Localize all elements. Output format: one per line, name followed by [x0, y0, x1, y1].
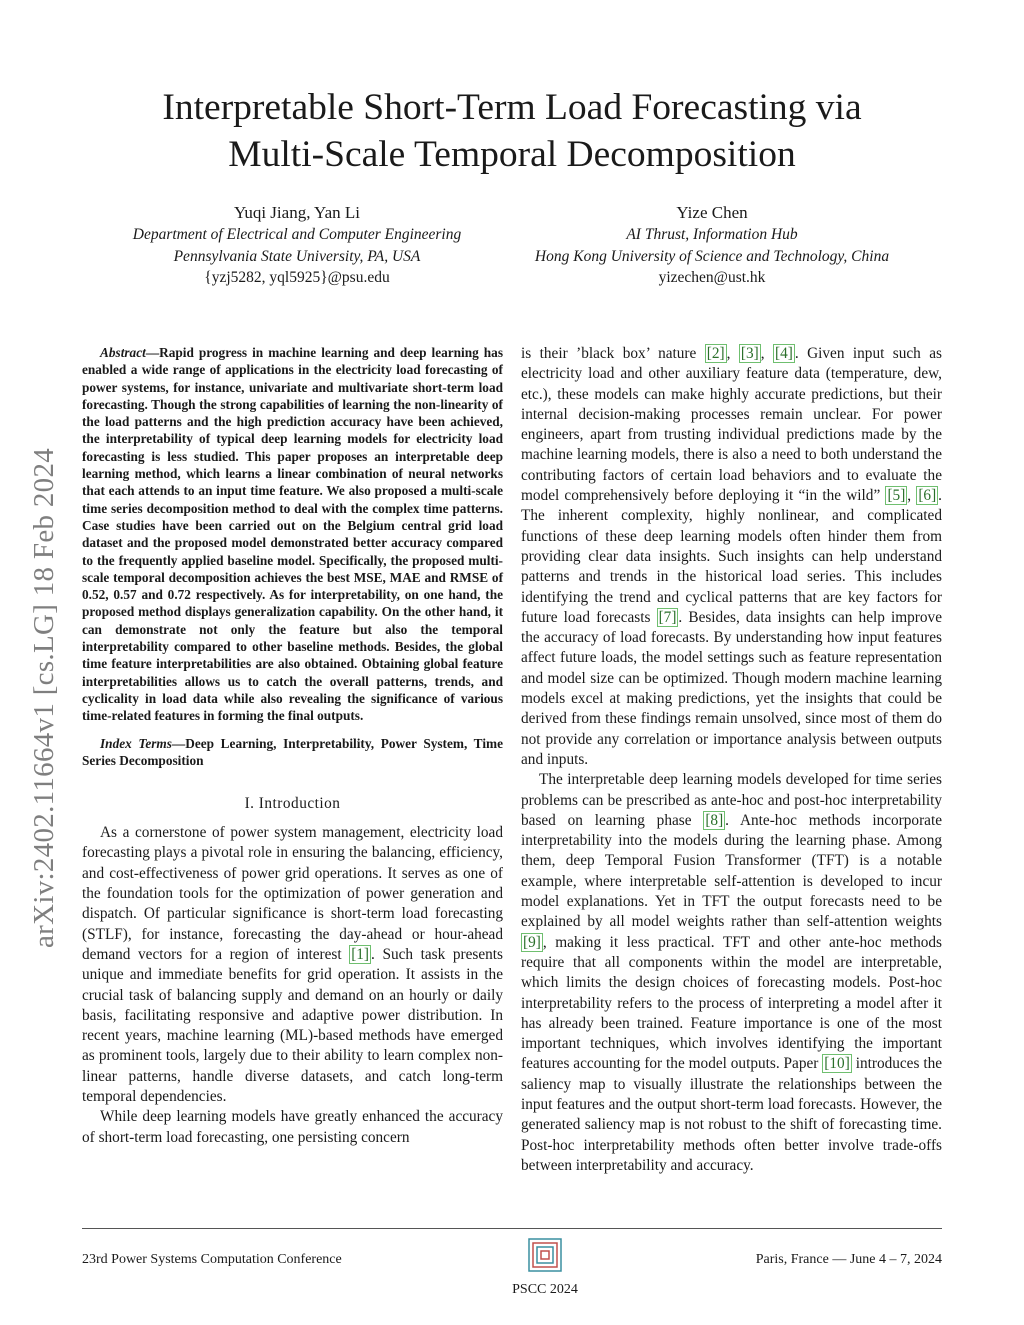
- abstract-text: —Rapid progress in machine learning and deep learning has enabled a wide range of applications in the electricity load forecasting of power systems, for instance, univariate and multivariate short-term load forecasting. Though the strong capabilities of learning the non-linearity of the load patterns and the high prediction accuracy have been achieved, the interpretability of typical deep learning models for electricity load forecasting is less studied. This paper proposes an interpretable deep learning method, which learns a linear combination of neural networks that each attends to an input time feature. We also proposed a multi-scale time series decomposition method to deal with the complex time patterns. Case studies have been carried out on the Belgium central grid load dataset and the proposed model demonstrated better accuracy compared to the frequently applied baseline model. Specifically, the proposed multi-scale temporal decomposition achieves the best MSE, MAE and RMSE of 0.52, 0.57 and 0.72 respectively. As for interpretability, on one hand, the proposed method displays generalization capability. On the other hand, it can demonstrate not only the feature but also the temporal interpretability compared to other baseline methods. Besides, the global time feature interpretabilities are also obtained. Obtaining global feature interpretabilities allows us to catch the overall patterns, trends, and cyclicality in load data while also revealing the significance of various time-related features in forming the final outputs.: [82, 345, 503, 724]
- citation-link[interactable]: [7]: [658, 608, 677, 626]
- author-department: Department of Electrical and Computer Engineering: [132, 226, 462, 243]
- title-line-1: Interpretable Short-Term Load Forecasting via: [162, 87, 862, 128]
- text-run: As a cornerstone of power system management, electricity load forecasting plays a pivotal role in ensuring the balancing, efficiency, and cost-effectiveness of power grid operations. It serves as one of the foundation tools for the optimization of power generation and dispatch. Of particular significance is short-term load forecasting (STLF), for instance, forecasting the day-ahead or hour-ahead demand vectors for a region of interest: [82, 824, 503, 963]
- footer-pscc-label: PSCC 2024: [512, 1282, 578, 1297]
- author-names: Yize Chen: [676, 203, 748, 222]
- text-run: The interpretable deep learning models developed for time series problems can be prescribed as ante-hoc and post-hoc interpretability based on learning phase: [521, 771, 942, 829]
- citation-link[interactable]: [6]: [918, 487, 937, 505]
- citation-link[interactable]: [3]: [740, 345, 759, 362]
- text-run: . Ante-hoc methods incorporate interpretability into the models during the learning phase. Among them, deep Temporal Fusion Transformer (TFT) is a notable example, where interpretable self-attention is developed to incur model explanations. Yet in TFT the output forecasts need to be explained by all model weights rather than self-attention weights: [521, 811, 942, 931]
- citation-link[interactable]: [10]: [824, 1055, 850, 1073]
- text-run: . The inherent complexity, highly nonlinear, and complicated functions of these deep learning models often hinder them from providing clear data insights. Such insights can help understand patterns and trends in the historical load series. This includes identifying the trend and cyclical patterns that are key factors for future load forecasts: [521, 487, 942, 626]
- citation-link[interactable]: [1]: [351, 945, 370, 963]
- index-terms-label: Index Terms: [100, 735, 172, 751]
- text-run: is their ’black box’ nature: [521, 345, 705, 362]
- author-block-right: [502, 202, 922, 289]
- author-department: AI Thrust, Information Hub: [626, 226, 798, 243]
- index-terms: [82, 735, 503, 770]
- citation-link[interactable]: [2]: [706, 345, 725, 362]
- pscc-logo-icon: [528, 1238, 562, 1272]
- text-run: introduces the saliency map to visually illustrate the relationships between the input features and the output short-term load forecasts. However, the generated saliency map is not robust to the shift of forecasting time. Post-hoc interpretability methods often better involve trade-offs between interpretability and accuracy.: [521, 1055, 943, 1174]
- author-names: Yuqi Jiang, Yan Li: [233, 203, 361, 222]
- intro-paragraph-2-continued: [521, 344, 942, 770]
- text-run: ,: [760, 345, 773, 362]
- author-institution: Hong Kong University of Science and Technology, China: [534, 247, 890, 265]
- arxiv-stamp: arXiv:2402.11664v1 [cs.LG] 18 Feb 2024: [28, 447, 60, 948]
- right-column: [521, 344, 942, 1176]
- text-run: ,: [726, 345, 739, 362]
- footer-conference: 23rd Power Systems Computation Conference: [82, 1252, 342, 1267]
- author-institution: Pennsylvania State University, PA, USA: [173, 247, 421, 265]
- footer-divider: [82, 1228, 942, 1229]
- text-run: . Besides, data insights can help improve the accuracy of load forecasts. By understanding how input features affect future loads, the model settings such as feature representation and model size can be optimized. Though modern machine learning models excel at making predictions, yet the insights that could be derived from these findings remain unsolved, since most of them do not provide any correlation or importance analysis between outputs and inputs.: [521, 608, 942, 768]
- intro-paragraph-2: While deep learning models have greatly enhanced the accuracy of short-term load forecasting, one persisting concern: [82, 1108, 503, 1146]
- citation-link[interactable]: [8]: [705, 811, 724, 829]
- title-line-2: Multi-Scale Temporal Decomposition: [228, 134, 796, 175]
- index-terms-text: —Deep Learning, Interpretability, Power System, Time Series Decomposition: [82, 735, 503, 768]
- paper-title: [0, 84, 1024, 178]
- footer-location-date: Paris, France — June 4 – 7, 2024: [755, 1252, 942, 1267]
- text-run: . Given input such as electricity load and other auxiliary feature data (temperature, dew, etc.), these models can make highly accurate predictions, but their internal decision-making processes remain unclear. For power engineers, apart from trusting individual predictions made by the machine learning models, there is also a need to both understand the contributing factors of certain load behaviors and to evaluate the model comprehensively before deploying it “in the wild”: [521, 345, 943, 505]
- text-run: . Such task presents unique and immediate benefits for grid operation. It assists in the crucial task of balancing supply and demand on an hourly or daily basis, facilitating responsive and adaptive power distribution. In recent years, machine learning (ML)-based methods have emerged as prominent tools, largely due to their ability to learn complex non-linear patterns, handle diverse datasets, and catch long-term temporal dependencies.: [82, 945, 503, 1105]
- intro-paragraph-3: [521, 770, 942, 1176]
- abstract: [82, 344, 503, 725]
- author-email: {yzj5282, yql5925}@psu.edu: [204, 269, 390, 286]
- citation-link[interactable]: [4]: [774, 345, 793, 362]
- citation-link[interactable]: [9]: [523, 933, 541, 951]
- citation-link[interactable]: [5]: [887, 487, 906, 505]
- text-run: ,: [907, 487, 917, 505]
- intro-paragraph-1: [82, 823, 503, 1107]
- author-email: yizechen@ust.hk: [658, 269, 766, 286]
- abstract-label: Abstract: [100, 345, 146, 360]
- section-heading: I. Introduction: [244, 795, 341, 813]
- author-block-left: [87, 202, 507, 289]
- left-column: [82, 344, 503, 1148]
- text-run: , making it less practical. TFT and other ante-hoc methods require that all components within the model are interpretable, which limits the design choices of forecasting models. Post-hoc interpretability refers to the process of interpreting a model after it has already been trained. Feature importance is one of the most important techniques, which involves identifying the important features accounting for the model outputs. Paper: [521, 933, 942, 1073]
